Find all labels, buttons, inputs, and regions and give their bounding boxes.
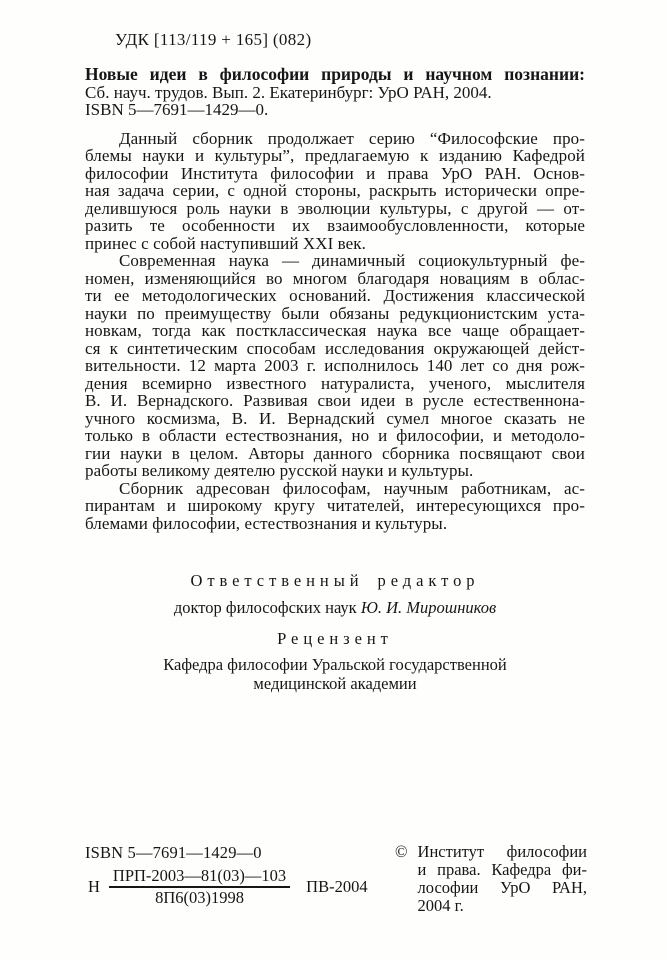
text-line: Сборник адресован философам, научным работникам, ас- (119, 478, 585, 498)
catalog-fraction (109, 866, 290, 908)
editor-name: Ю. И. Мирошников (360, 598, 497, 617)
copyright-block (395, 843, 587, 915)
text-line: ная задача серии, с одной стороны, раскрыть исторически опре- (85, 181, 585, 200)
book-title: Новые идеи в философии природы и научном познании: (85, 64, 585, 84)
text-line: разить те особенности их взаимообусловленности, которые (85, 216, 585, 235)
text-line: новкам, тогда как постклассическая наука все чаще обращает- (85, 321, 585, 340)
publication-info: Сб. науч. трудов. Вып. 2. Екатеринбург: УрО РАН, 2004. (85, 82, 492, 102)
paragraph (85, 130, 585, 253)
reviewer-label: Рецензент (277, 629, 393, 648)
text-line: принес с собой наступивший XXI век. (85, 233, 366, 253)
text-line: философии Института философии и права УрО РАН. Основ- (85, 163, 585, 183)
text-line: науки по преимуществу были обязаны редукционистским уста- (85, 303, 585, 323)
isbn-footer: ISBN 5—7691—1429—0 (85, 843, 262, 862)
text-line: Данный сборник продолжает серию “Философские про- (119, 128, 585, 148)
text-line: работы великому деятелю русской науки и культуры. (85, 461, 474, 480)
paragraph (85, 252, 585, 480)
catalog-codes (85, 843, 390, 915)
text-line: Современная наука — динамичный социокультурный фе- (119, 251, 585, 270)
text-line: вительности. 12 марта 2003 г. исполнилось 140 лет со дня рож- (85, 356, 585, 375)
text-line: пирантам и широкому кругу читателей, интересующихся про- (85, 496, 585, 515)
text-line: делившуюся роль науки в эволюции культуры, с другой — от- (85, 198, 585, 218)
responsible-editor-label: Ответственный редактор (190, 571, 480, 590)
isbn-header: ISBN 5—7691—1429—0. (85, 100, 269, 119)
paragraph (85, 480, 585, 533)
editor-degree: доктор философских наук (173, 598, 361, 617)
annotation (85, 130, 585, 533)
reviewer-name (85, 656, 585, 693)
reviewer-line: медицинской академии (253, 673, 417, 693)
udc-code: УДК [113/119 + 165] (082) (115, 30, 312, 49)
text-block (85, 30, 585, 693)
text-line: ся к синтетическим способам исследования окружающей дейст- (85, 338, 585, 358)
text-line: В. И. Вернадского. Развивая свои идеи в русле естественнона- (85, 391, 585, 410)
fraction-denominator: 8П6(03)1998 (155, 888, 244, 907)
text-line: ти ее методологических оснований. Достижения классической (85, 286, 585, 305)
text-line: блемами философии, естествознания и культуры. (85, 513, 448, 533)
copyright-line: и права. Кафедра фи- (417, 860, 587, 879)
copyright-line: Институт философии (417, 842, 587, 861)
reviewer-line: Кафедра философии Уральской государственной (163, 655, 507, 674)
text-line: дения всемирно известного натуралиста, ученого, мыслителя (85, 373, 585, 393)
bibliographic-header (85, 66, 585, 119)
text-line: гии науки в целом. Авторы данного сборника посвящают свои (85, 443, 585, 463)
copyright-line: 2004 г. (417, 896, 464, 915)
responsible-editor-name (85, 599, 585, 617)
catalog-code-row (85, 866, 390, 908)
editors-section (85, 572, 585, 693)
text-line: учного космизма, В. И. Вернадский сумел многое сказать не (85, 408, 585, 428)
fraction-numerator: ПРП-2003—81(03)—103 (109, 866, 290, 888)
copyright-line: лософии УрО РАН, (417, 878, 587, 897)
copyright-icon: © (395, 842, 408, 861)
text-line: блемы науки и культуры”, предлагаемую к изданию Кафедрой (85, 146, 585, 165)
publication-code: ПВ-2004 (306, 877, 368, 896)
imprint-footer (85, 843, 587, 915)
text-line: только в области естествознания, но и философии, и методоло- (85, 426, 585, 445)
text-line: номен, изменяющийся во многом благодаря новациям в облас- (85, 268, 585, 288)
index-letter: Н (88, 877, 100, 896)
copyright-text (418, 843, 587, 915)
